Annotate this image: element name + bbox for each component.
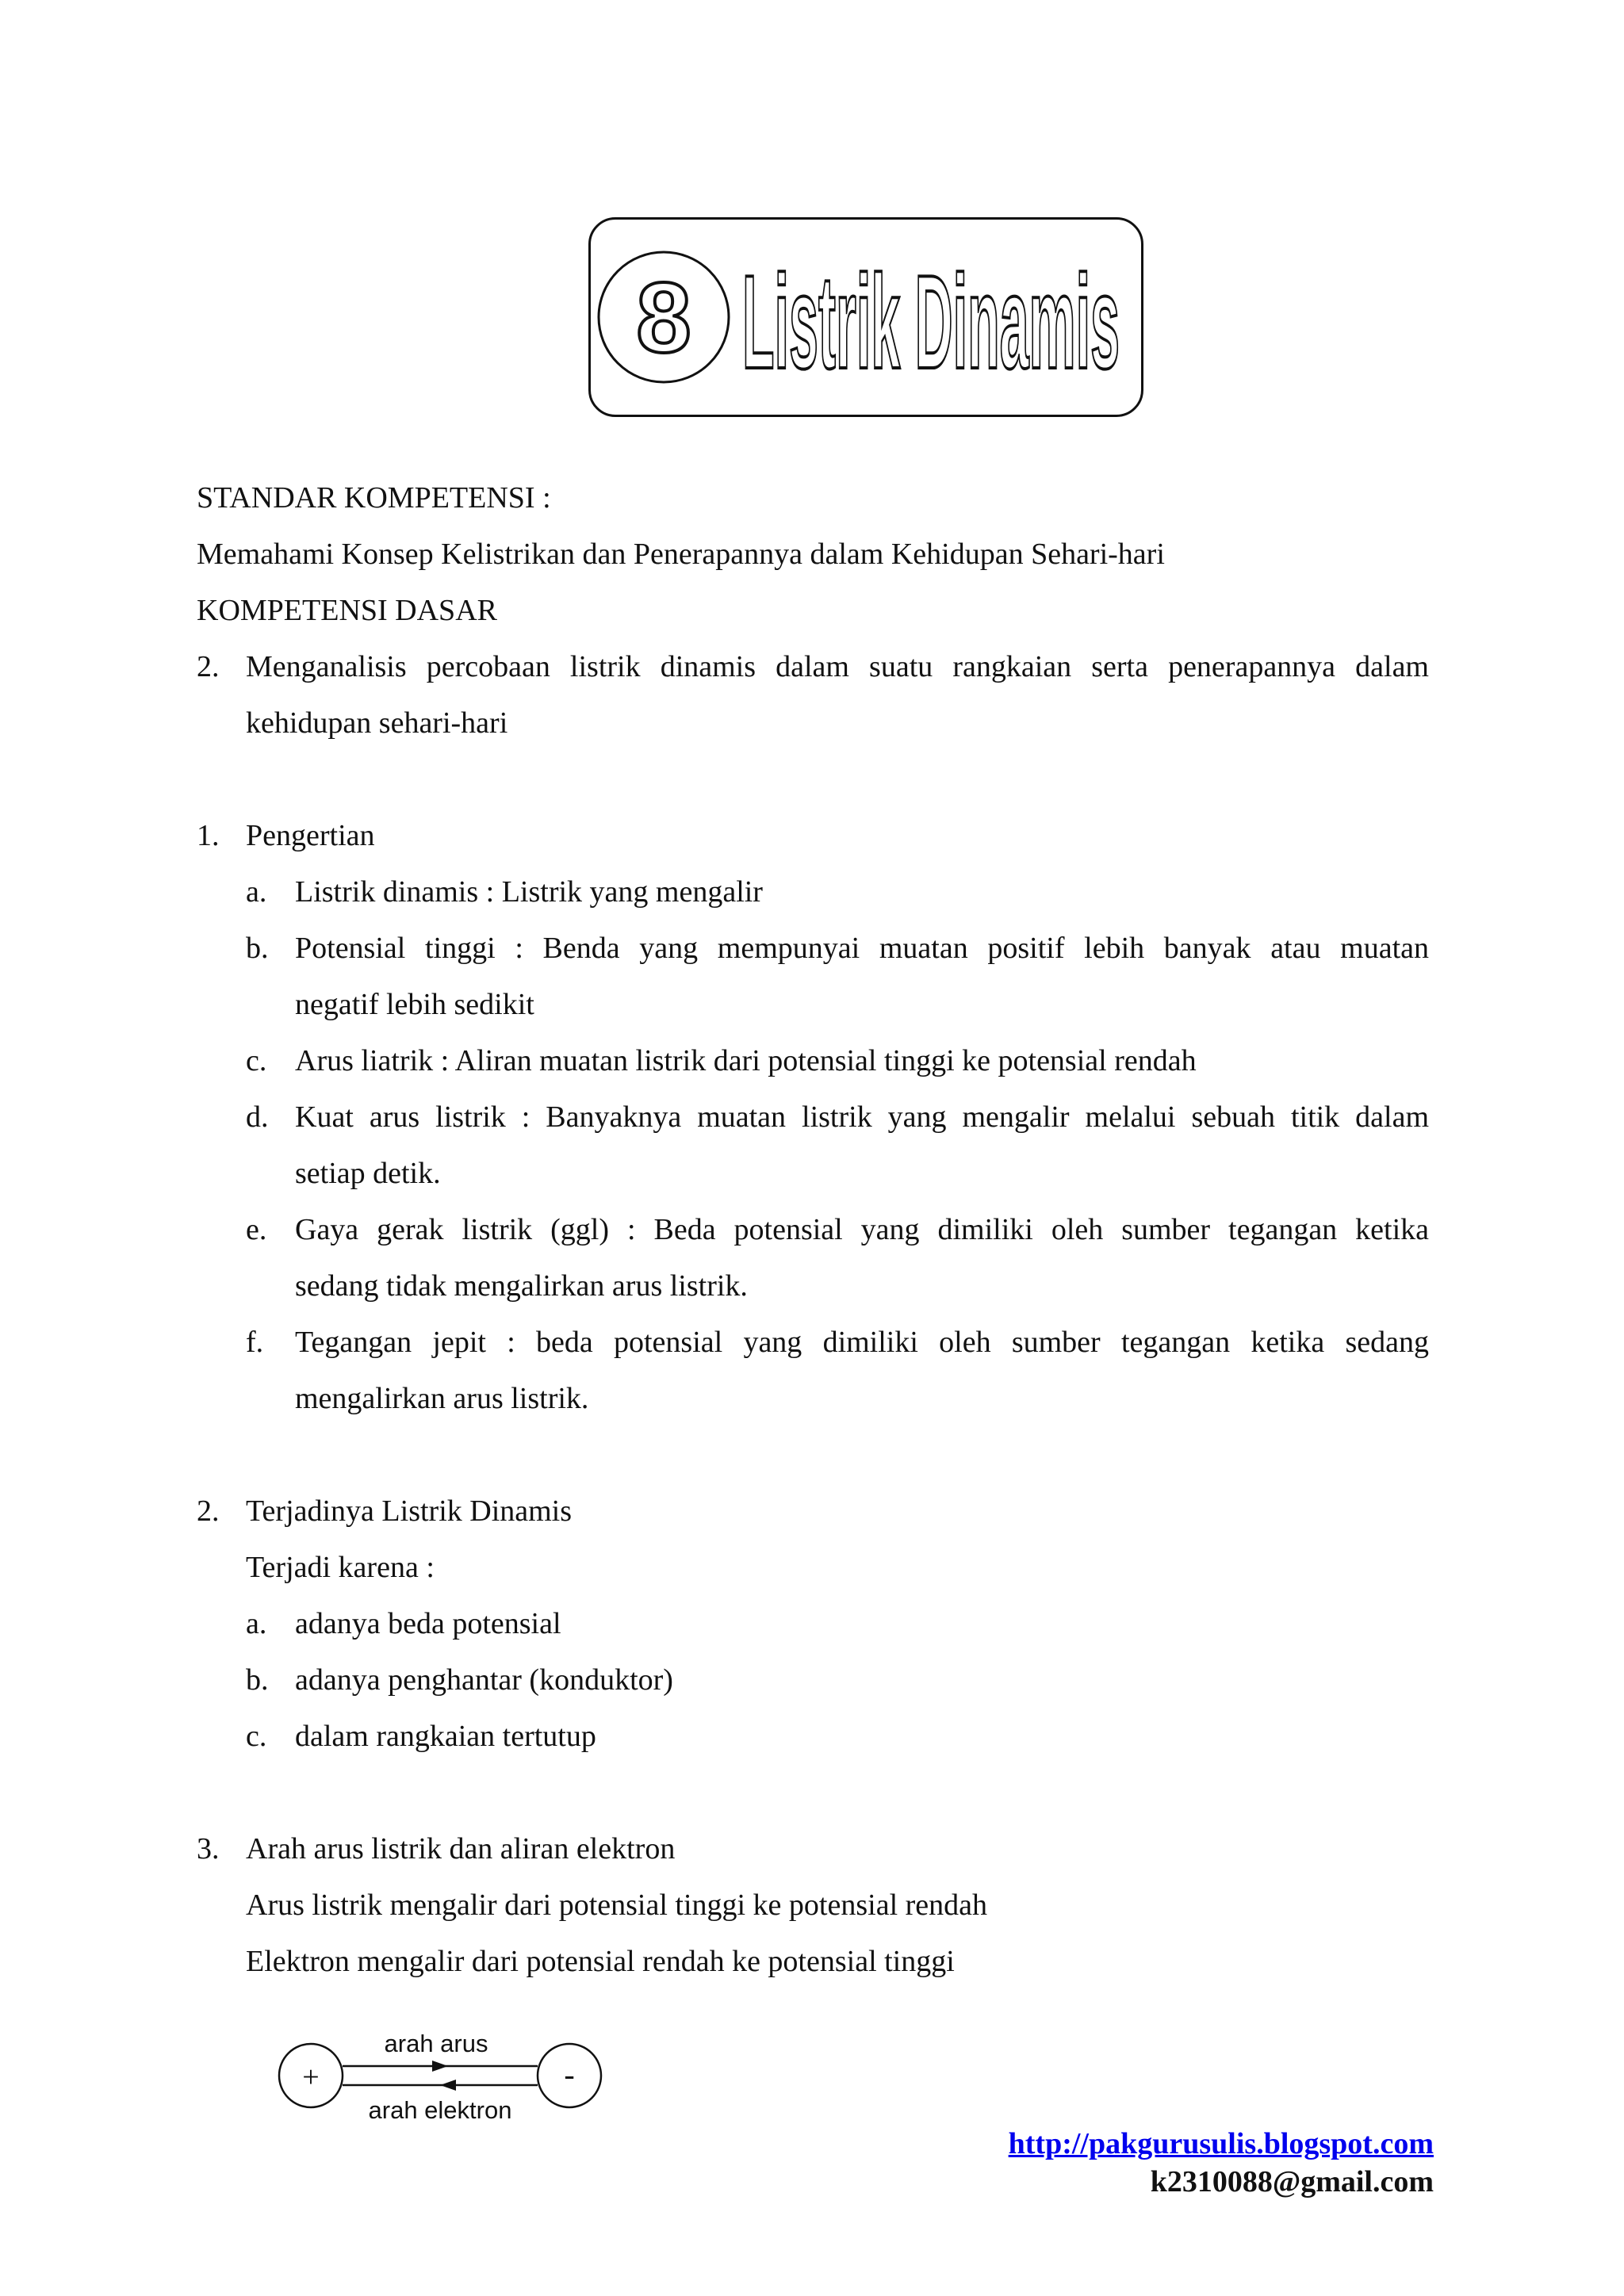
list-item-text: dalam rangkaian tertutup — [295, 1720, 596, 1753]
kompetensi-line: Menganalisis percobaan listrik dinamis dalam suatu rangkaian serta penerapannya dalam — [246, 650, 1429, 683]
list-item-text: Listrik dinamis : Listrik yang mengalir — [295, 875, 763, 909]
list-letter: a. — [246, 1607, 267, 1640]
standar-label: STANDAR KOMPETENSI : — [197, 481, 551, 515]
list-letter: b. — [246, 932, 269, 965]
list-letter: b. — [246, 1663, 269, 1697]
negative-sign: - — [564, 2057, 575, 2092]
section-heading: Pengertian — [246, 819, 375, 852]
footer-email: k2310088@gmail.com — [1150, 2165, 1434, 2198]
chapter-number: 8 — [636, 263, 691, 373]
electron-arrow-icon — [440, 2080, 456, 2091]
list-item-text: Tegangan jepit : beda potensial yang dimiliki oleh sumber tegangan ketika sedang — [295, 1326, 1429, 1359]
section-intro: Terjadi karena : — [246, 1551, 435, 1584]
section-heading: Terjadinya Listrik Dinamis — [246, 1494, 573, 1528]
list-item-text: Potensial tinggi : Benda yang mempunyai muatan positif lebih banyak atau muatan — [295, 932, 1429, 965]
list-item-text: Kuat arus listrik : Banyaknya muatan listrik yang mengalir melalui sebuah titik dalam — [295, 1100, 1429, 1134]
positive-sign: + — [302, 2061, 320, 2094]
section-number: 3. — [197, 1832, 220, 1866]
list-item-text: sedang tidak mengalirkan arus listrik. — [295, 1269, 748, 1303]
list-letter: a. — [246, 875, 267, 909]
list-letter: e. — [246, 1213, 267, 1246]
current-arrow-icon — [432, 2061, 448, 2072]
kompetensi-label: KOMPETENSI DASAR — [197, 594, 497, 627]
list-item-text: Arus liatrik : Aliran muatan listrik dari potensial tinggi ke potensial rendah — [295, 1044, 1197, 1077]
title-graphic — [588, 217, 1143, 417]
chapter-title: Listrik Dinamis — [742, 247, 1120, 396]
section-text: Elektron mengalir dari potensial rendah ke potensial tinggi — [246, 1945, 955, 1978]
list-letter: f. — [246, 1326, 264, 1359]
list-letter: d. — [246, 1100, 269, 1134]
list-item-text: Gaya gerak listrik (ggl) : Beda potensial yang dimiliki oleh sumber tegangan ketika — [295, 1213, 1429, 1246]
section-text: Arus listrik mengalir dari potensial tinggi ke potensial rendah — [246, 1888, 988, 1922]
list-item-text: adanya beda potensial — [295, 1607, 561, 1640]
list-letter: c. — [246, 1720, 267, 1753]
list-item-text: adanya penghantar (konduktor) — [295, 1663, 673, 1697]
section-number: 1. — [197, 819, 220, 852]
list-item-text: mengalirkan arus listrik. — [295, 1382, 589, 1415]
electron-label: arah elektron — [368, 2096, 512, 2124]
kompetensi-line: kehidupan sehari-hari — [246, 706, 508, 740]
list-item-text: setiap detik. — [295, 1157, 441, 1190]
list-item-text: negatif lebih sedikit — [295, 988, 534, 1021]
current-electron-diagram — [270, 2020, 619, 2131]
standar-text: Memahami Konsep Kelistrikan dan Penerapannya dalam Kehidupan Sehari-hari — [197, 538, 1165, 571]
section-number: 2. — [197, 1494, 220, 1528]
kompetensi-number: 2. — [197, 650, 220, 683]
footer-blog-link[interactable]: http://pakgurusulis.blogspot.com — [1008, 2127, 1434, 2160]
section-heading: Arah arus listrik dan aliran elektron — [246, 1832, 676, 1866]
current-label: arah arus — [384, 2030, 488, 2057]
list-letter: c. — [246, 1044, 267, 1077]
